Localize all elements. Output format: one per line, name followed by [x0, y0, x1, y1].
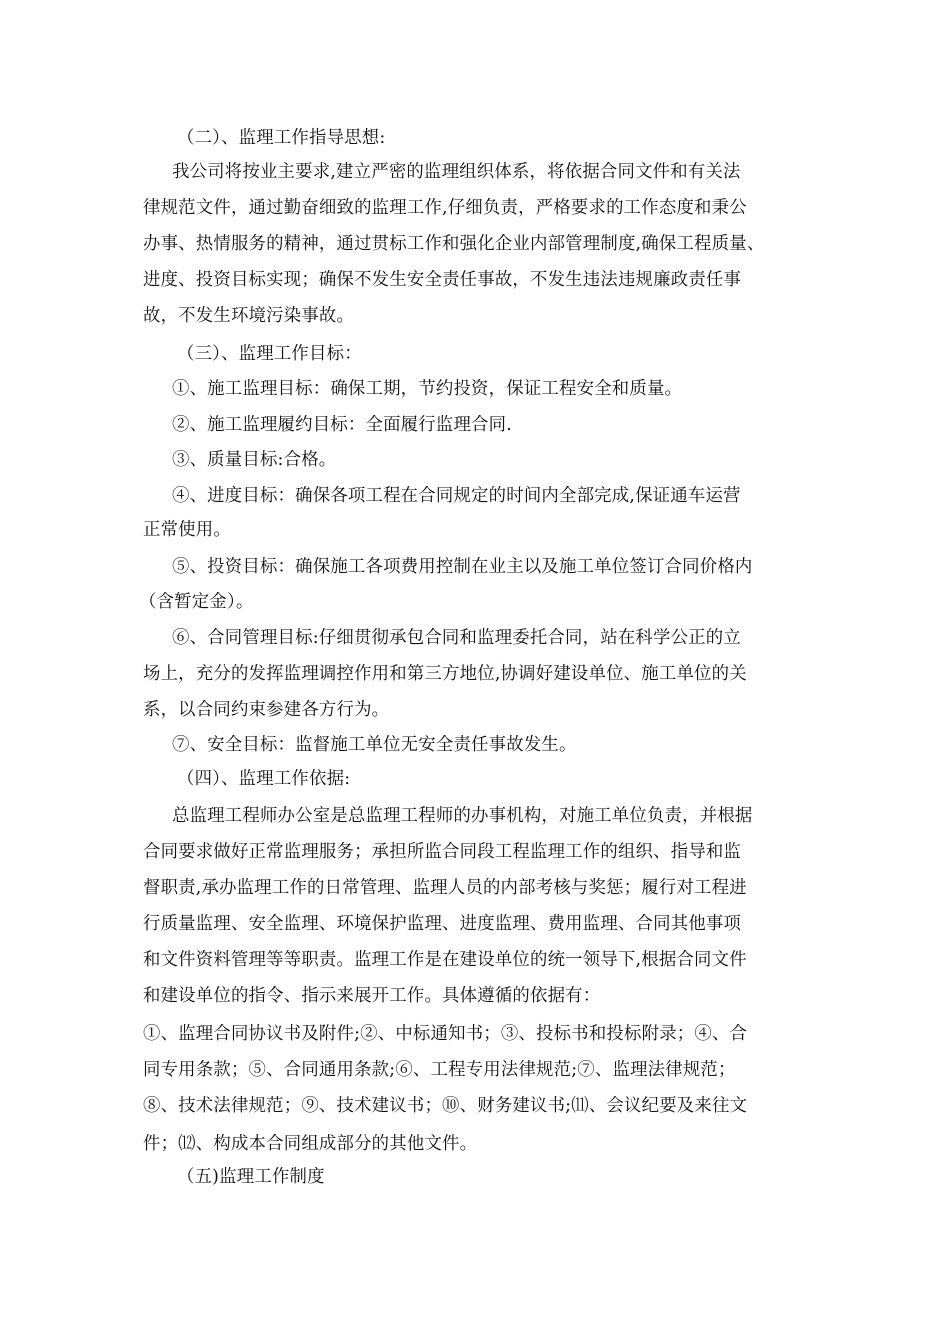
section-heading-4: （四）、监理工作依据:: [177, 769, 351, 789]
paragraph-line: 合同要求做好正常监理服务；承担所监合同段工程监理工作的组织、指导和监: [143, 842, 742, 862]
paragraph-line: 件；⑿、构成本合同组成部分的其他文件。: [143, 1134, 478, 1154]
list-item: ②、施工监理履约目标：全面履行监理合同.: [172, 415, 512, 435]
paragraph-line: 场上，充分的发挥监理调控作用和第三方地位,协调好建设单位、施工单位的关: [143, 664, 747, 684]
paragraph-line: 故，不发生环境污染事故。: [143, 306, 355, 326]
paragraph-line: 正常使用。: [143, 520, 231, 540]
list-item: ③、质量目标:合格。: [172, 450, 337, 470]
paragraph-line: 办事、热情服务的精神，通过贯标工作和强化企业内部管理制度,确保工程质量、: [143, 234, 765, 254]
paragraph-line: ①、监理合同协议书及附件;②、中标通知书；③、投标书和投标附录；④、合: [143, 1024, 748, 1044]
section-heading-2: （二）、监理工作指导思想:: [177, 128, 386, 148]
list-item: ⑤、投资目标：确保施工各项费用控制在业主以及施工单位签订合同价格内: [172, 557, 753, 577]
list-item: ⑥、合同管理目标:仔细贯彻承包合同和监理委托合同，站在科学公正的立: [172, 628, 741, 648]
paragraph-line: 督职责,承办监理工作的日常管理、监理人员的内部考核与奖惩；履行对工程进: [143, 878, 747, 898]
paragraph-line: 行质量监理、安全监理、环境保护监理、进度监理、费用监理、合同其他事项: [143, 914, 742, 934]
section-heading-5: （五)监理工作制度: [177, 1167, 325, 1187]
paragraph-line: 同专用条款；⑤、合同通用条款;⑥、工程专用法律规范;⑦、监理法律规范；: [143, 1060, 736, 1080]
list-item: ④、进度目标：确保各项工程在合同规定的时间内全部完成,保证通车运营: [172, 486, 741, 506]
paragraph-line: 和文件资料管理等等职责。监理工作是在建设单位的统一领导下,根据合同文件: [143, 950, 747, 970]
paragraph-line: 系，以合同约束参建各方行为。: [143, 700, 390, 720]
paragraph-line: 总监理工程师办公室是总监理工程师的办事机构，对施工单位负责，并根据: [172, 806, 753, 826]
paragraph-line: ⑧、技术法律规范；⑨、技术建议书；⑩、财务建议书;⑾、会议纪要及来往文: [143, 1096, 748, 1116]
paragraph-line: 律规范文件，通过勤奋细致的监理工作,仔细负责，严格要求的工作态度和秉公: [143, 198, 747, 218]
paragraph-line: 我公司将按业主要求,建立严密的监理组织体系，将依据合同文件和有关法: [172, 162, 741, 182]
paragraph-line: （含暂定金）。: [139, 592, 254, 612]
paragraph-line: 和建设单位的指令、指示来展开工作。具体遵循的依据有：: [143, 986, 601, 1006]
paragraph-line: 进度、投资目标实现；确保不发生安全责任事故，不发生违法违规廉政责任事: [143, 270, 742, 290]
list-item: ⑦、安全目标：监督施工单位无安全责任事故发生。: [172, 735, 577, 755]
list-item: ①、施工监理目标：确保工期，节约投资，保证工程安全和质量。: [172, 379, 683, 399]
section-heading-3: （三）、监理工作目标：: [177, 344, 362, 364]
